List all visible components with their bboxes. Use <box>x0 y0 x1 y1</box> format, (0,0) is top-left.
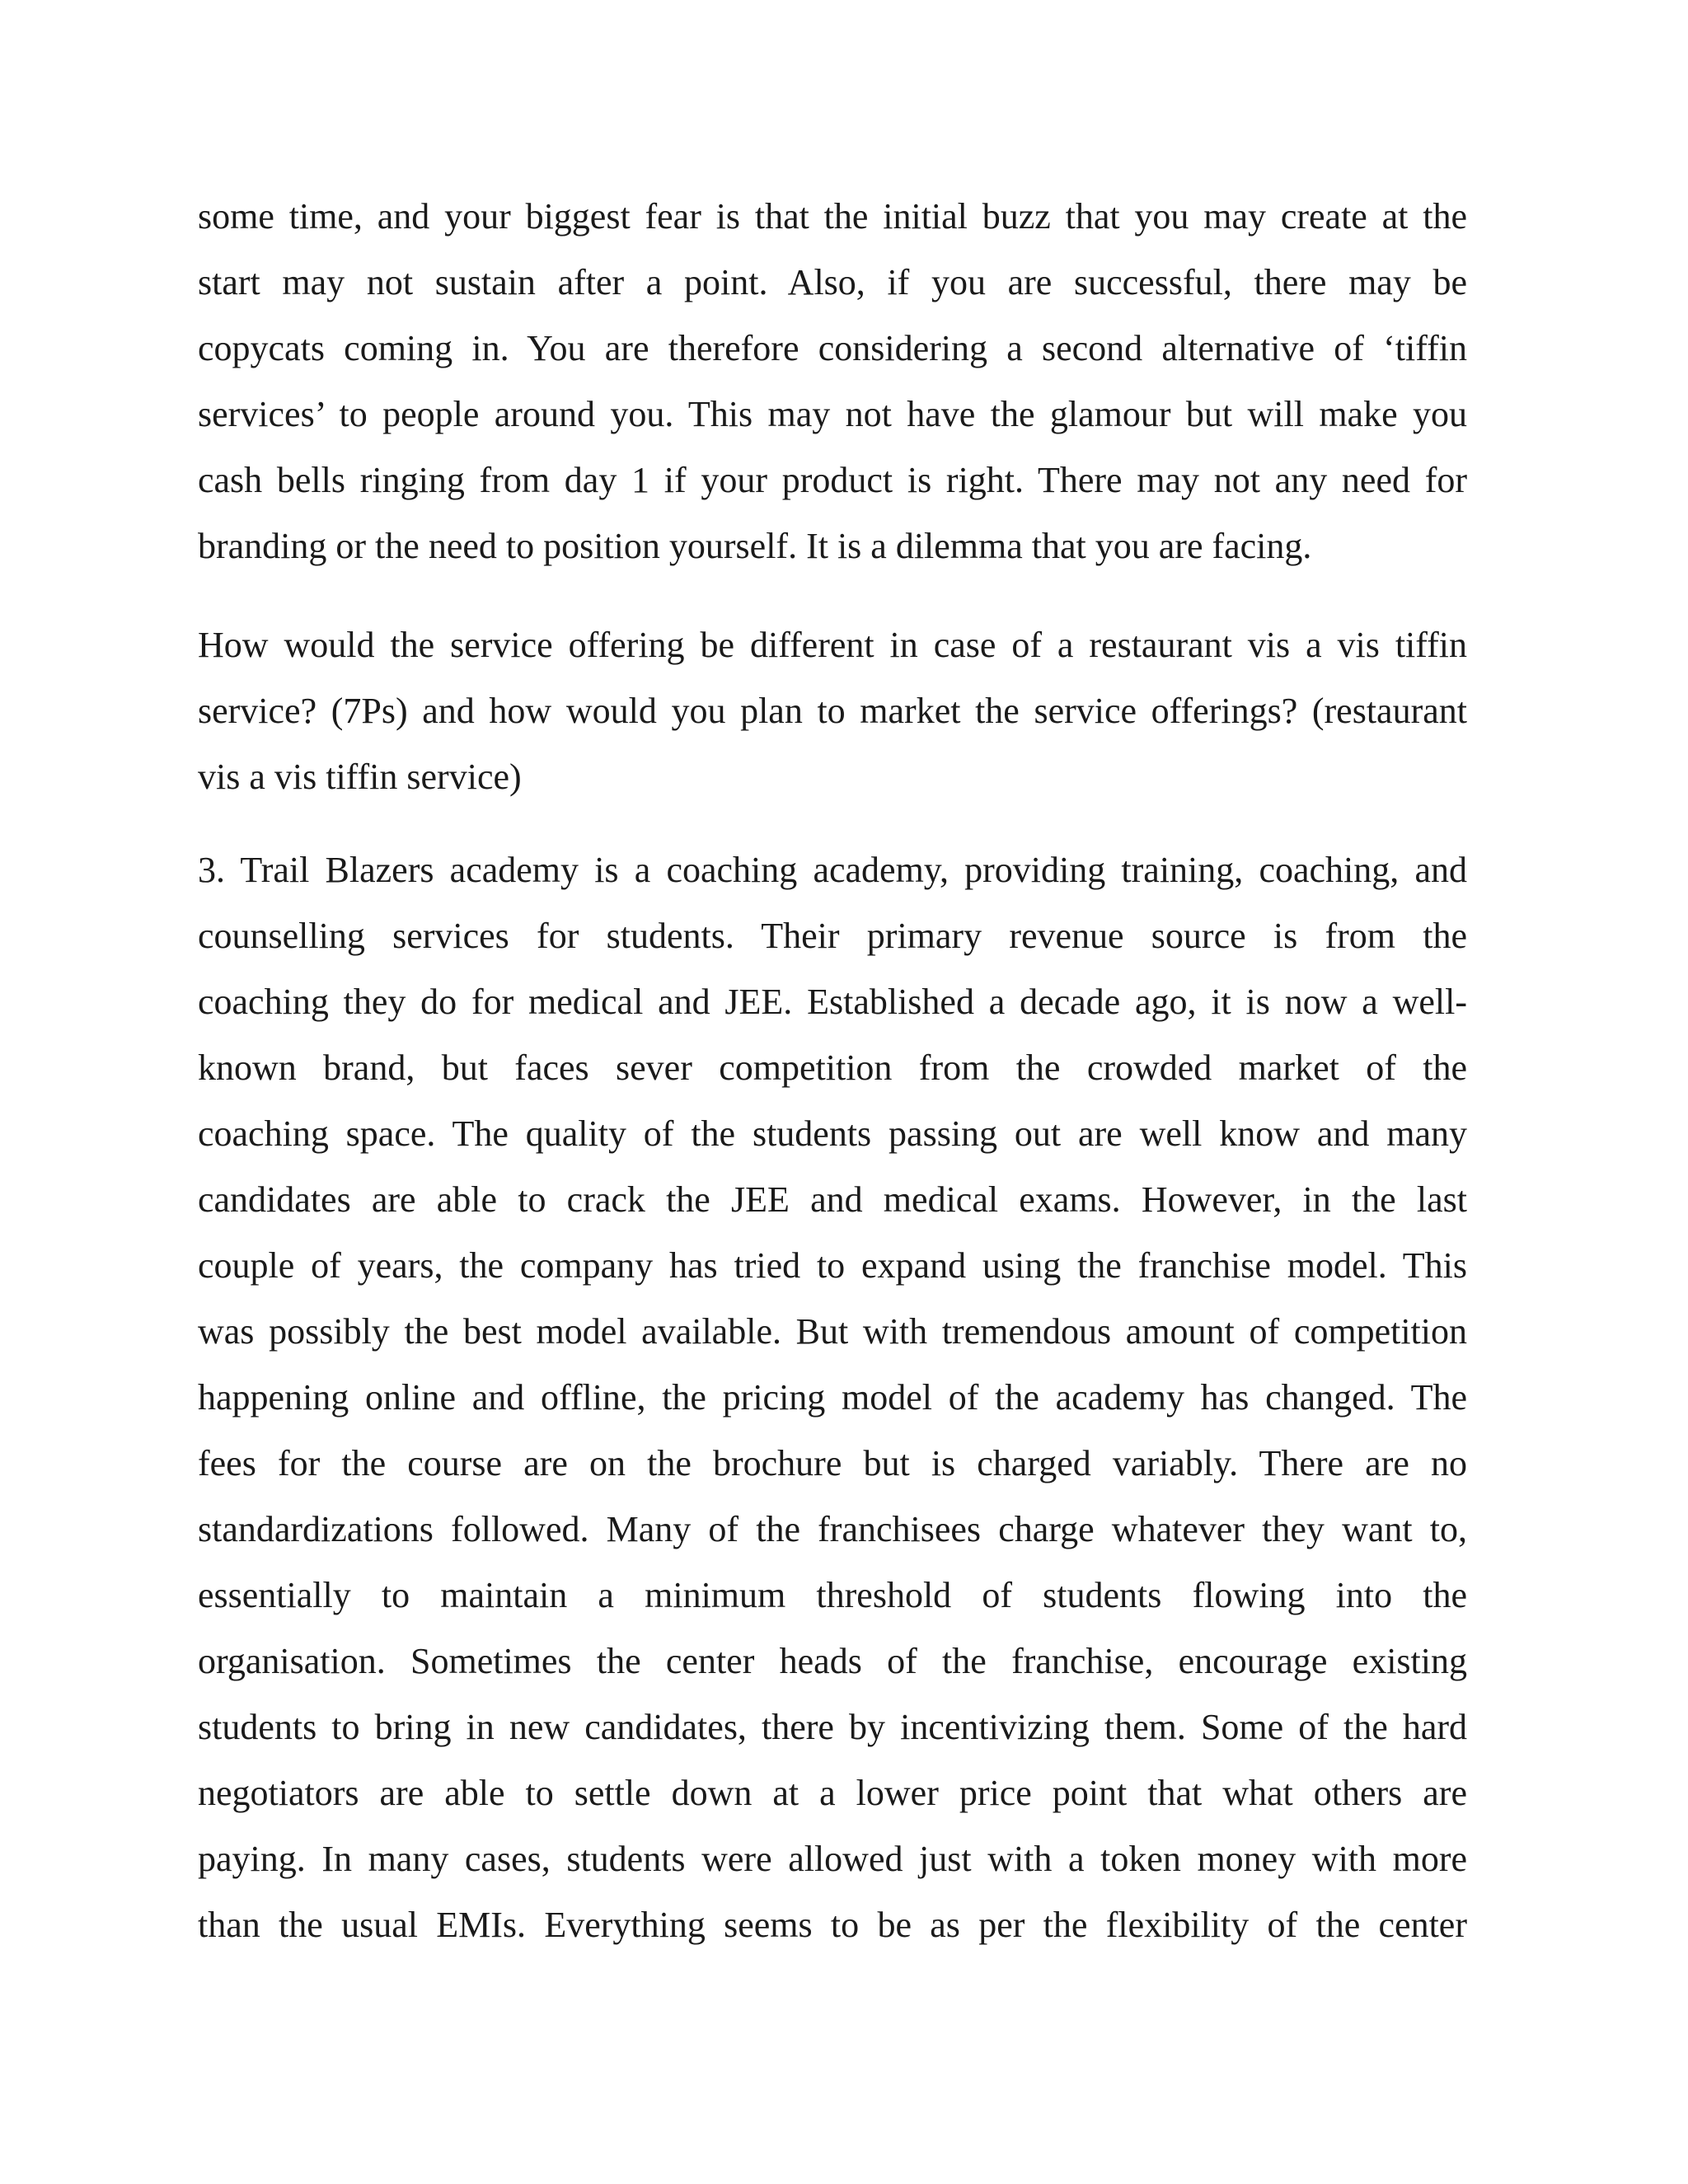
text-line: services’ to people around you. This may not have the glamour but will make you <box>198 394 1467 434</box>
text-line: service? (7Ps) and how would you plan to market the service offerings? (restaurant <box>198 691 1467 731</box>
text-line: cash bells ringing from day 1 if your product is right. There may not any need for <box>198 460 1467 500</box>
text-line: fees for the course are on the brochure but is charged variably. There are no <box>198 1443 1467 1483</box>
text-line: How would the service offering be different in case of a restaurant vis a vis tiffin <box>198 625 1467 665</box>
text-line: counselling services for students. Their primary revenue source is from the <box>198 916 1467 956</box>
text-line: organisation. Sometimes the center heads of the franchise, encourage existing <box>198 1641 1467 1681</box>
text-line: students to bring in new candidates, there by incentivizing them. Some of the hard <box>198 1707 1467 1747</box>
text-line: branding or the need to position yourself. It is a dilemma that you are facing. <box>198 526 1312 566</box>
text-line: start may not sustain after a point. Also, if you are successful, there may be <box>198 262 1467 302</box>
text-line: coaching they do for medical and JEE. Established a decade ago, it is now a well- <box>198 982 1467 1022</box>
text-line: essentially to maintain a minimum threshold of students flowing into the <box>198 1575 1467 1615</box>
paragraph-scenario-continued <box>198 184 1467 579</box>
text-line: known brand, but faces sever competition from the crowded market of the <box>198 1047 1467 1088</box>
text-line: coaching space. The quality of the students passing out are well know and many <box>198 1113 1467 1154</box>
text-line: negotiators are able to settle down at a lower price point that what others are <box>198 1773 1467 1813</box>
text-line: than the usual EMIs. Everything seems to be as per the flexibility of the center <box>198 1905 1467 1945</box>
text-line: happening online and offline, the pricing model of the academy has changed. The <box>198 1377 1467 1418</box>
text-line: candidates are able to crack the JEE and medical exams. However, in the last <box>198 1179 1467 1220</box>
text-line: standardizations followed. Many of the franchisees charge whatever they want to, <box>198 1509 1467 1549</box>
text-line: some time, and your biggest fear is that the initial buzz that you may create at the <box>198 196 1467 237</box>
text-line: vis a vis tiffin service) <box>198 757 522 797</box>
paragraph-question <box>198 612 1467 810</box>
text-line: was possibly the best model available. But with tremendous amount of competition <box>198 1311 1467 1352</box>
text-line: 3. Trail Blazers academy is a coaching academy, providing training, coaching, and <box>198 850 1467 890</box>
text-line: paying. In many cases, students were allowed just with a token money with more <box>198 1839 1467 1879</box>
text-line: copycats coming in. You are therefore considering a second alternative of ‘tiffin <box>198 328 1467 368</box>
paragraph-case-3 <box>198 837 1467 1958</box>
text-line: couple of years, the company has tried to expand using the franchise model. This <box>198 1245 1467 1286</box>
